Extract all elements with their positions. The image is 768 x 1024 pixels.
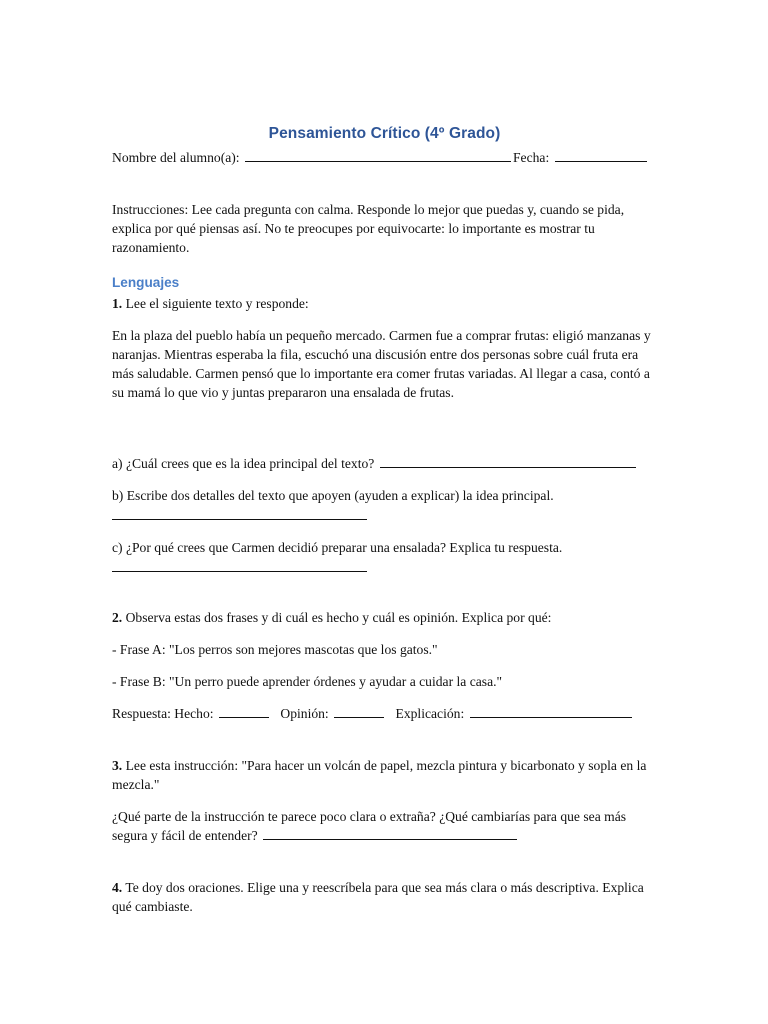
q3-prompt bbox=[112, 756, 657, 794]
q1-prompt bbox=[112, 294, 657, 313]
q1a-answer-blank[interactable] bbox=[380, 455, 636, 468]
q3-answer-blank[interactable] bbox=[263, 827, 517, 840]
q1c-answer-line bbox=[112, 558, 657, 577]
q1c-answer-blank[interactable] bbox=[112, 559, 367, 572]
q4-number: 4. bbox=[112, 880, 123, 895]
page-title: Pensamiento Crítico (4º Grado) bbox=[268, 125, 501, 142]
q1-prompt-text: Lee el siguiente texto y responde: bbox=[125, 296, 309, 311]
q4-prompt-text: Te doy dos oraciones. Elige una y reescríbela para que sea más clara o más descriptiva. Explica qué cambiaste. bbox=[112, 880, 644, 914]
q1-number: 1. bbox=[112, 296, 123, 311]
q1c-text: c) ¿Por qué crees que Carmen decidió preparar una ensalada? Explica tu respuesta. bbox=[112, 540, 563, 555]
q1a-line bbox=[112, 454, 657, 473]
q2-opinion-label: Opinión: bbox=[280, 706, 329, 721]
q1a-text: a) ¿Cuál crees que es la idea principal del texto? bbox=[112, 456, 375, 471]
q2-explanation-blank[interactable] bbox=[470, 705, 632, 718]
name-label: Nombre del alumno(a): bbox=[112, 150, 240, 165]
q2-prompt-text: Observa estas dos frases y di cuál es hecho y cuál es opinión. Explica por qué: bbox=[125, 610, 552, 625]
q2-answer-line bbox=[112, 704, 657, 723]
instructions-text: Instrucciones: Lee cada pregunta con calma. Responde lo mejor que puedas y, cuando se pida, explica por qué piensas así. No te preocupes por equivocarte: lo importante es mostrar tu razonamiento. bbox=[112, 202, 625, 255]
q2-number: 2. bbox=[112, 610, 123, 625]
date-label: Fecha: bbox=[513, 150, 550, 165]
q2-explanation-label: Explicación: bbox=[395, 706, 465, 721]
q3-number: 3. bbox=[112, 758, 123, 773]
name-blank[interactable] bbox=[245, 149, 511, 162]
q2-prompt bbox=[112, 608, 657, 627]
q4-prompt bbox=[112, 878, 657, 916]
date-blank[interactable] bbox=[555, 149, 647, 162]
q3-prompt-text: Lee esta instrucción: "Para hacer un volcán de papel, mezcla pintura y bicarbonato y sopla en la mezcla." bbox=[112, 758, 647, 792]
q2-opinion-blank[interactable] bbox=[334, 705, 384, 718]
q3-question-text: ¿Qué parte de la instrucción te parece poco clara o extraña? ¿Qué cambiarías para que sea más segura y fácil de entender? bbox=[112, 809, 627, 843]
q1c-line bbox=[112, 538, 657, 557]
q1b-answer-line bbox=[112, 506, 657, 525]
q1b-answer-blank[interactable] bbox=[112, 507, 367, 520]
q1b-line bbox=[112, 486, 657, 505]
q2-answer-label: Respuesta: Hecho: bbox=[112, 706, 214, 721]
q2-frase-b: - Frase B: "Un perro puede aprender órdenes y ayudar a cuidar la casa." bbox=[112, 674, 503, 689]
q2-frase-a: - Frase A: "Los perros son mejores mascotas que los gatos." bbox=[112, 642, 438, 657]
q1b-text: b) Escribe dos detalles del texto que apoyen (ayuden a explicar) la idea principal. bbox=[112, 488, 554, 503]
section-title-lenguajes: Lenguajes bbox=[112, 275, 180, 290]
q1-passage: En la plaza del pueblo había un pequeño mercado. Carmen fue a comprar frutas: eligió manzanas y naranjas. Mientras esperaba la fila, escuchó una discusión entre dos personas sobre cuál fruta era más saludable. Carmen pensó que lo importante era comer frutas variadas. Al llegar a casa, contó a su mamá lo que vio y juntas prepararon una ensalada de frutas. bbox=[112, 328, 651, 400]
student-header-line bbox=[112, 148, 657, 167]
q3-question bbox=[112, 807, 657, 845]
q2-hecho-blank[interactable] bbox=[219, 705, 269, 718]
